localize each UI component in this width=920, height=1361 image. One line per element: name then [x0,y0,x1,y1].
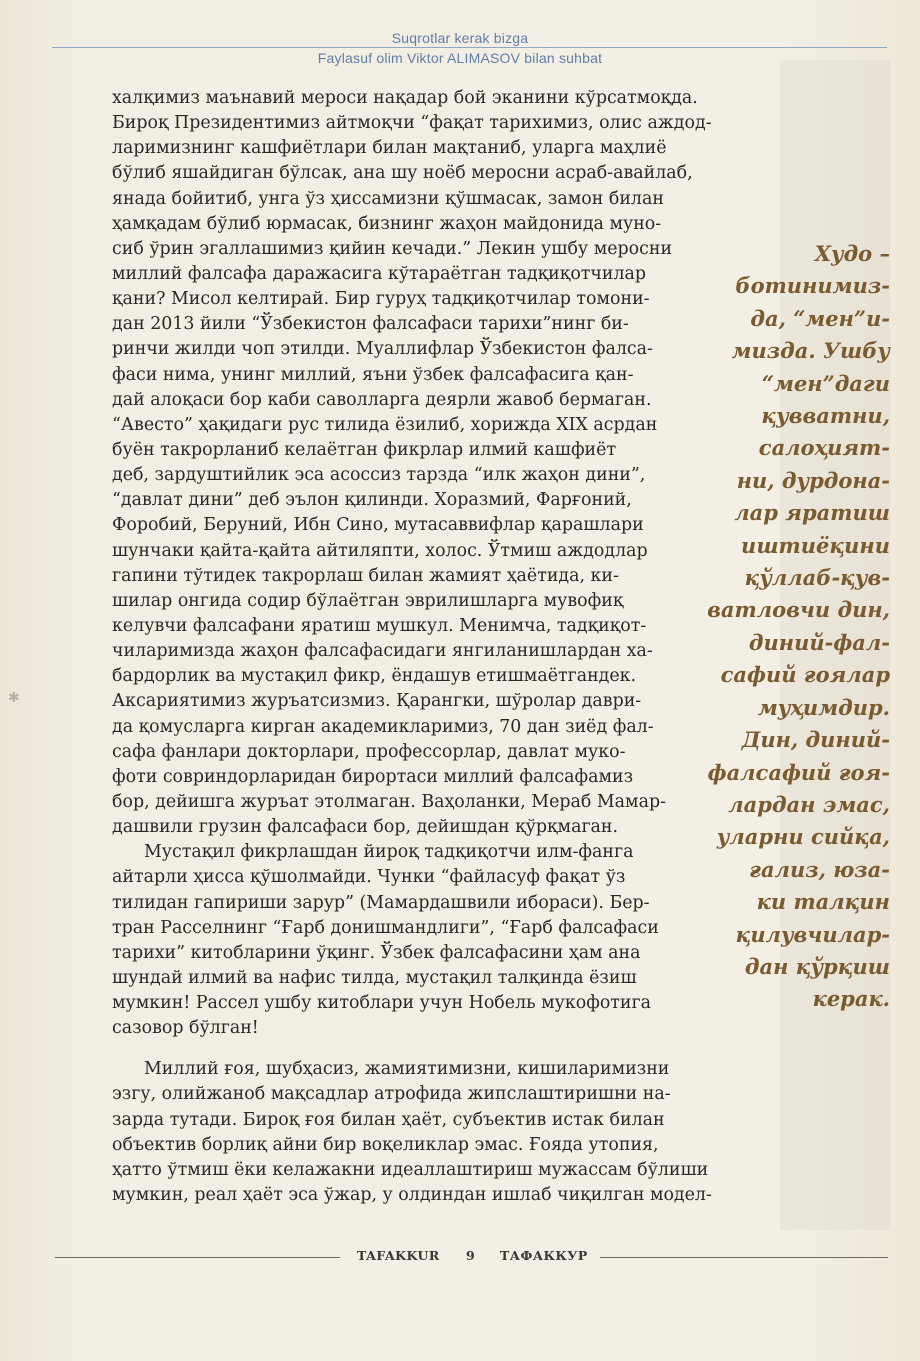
text-line: бардорлик ва мустақил фикр, ёндашув етишмаётгандек. [112,666,637,687]
pull-quote [700,238,890,1016]
pull-quote-line: “мен”даги [761,370,890,396]
text-line: фаси нима, унинг миллий, яъни ўзбек фалсафасига қан- [112,364,634,385]
pull-quote-line: ғализ, юза- [749,856,890,882]
text-line: дай алоқаси бор каби саволларга деярли жавоб бермаган. [112,389,652,410]
text-line: ринчи жилди чоп этилди. Муаллифлар Ўзбекистон фалса- [112,339,653,360]
text-line: чиларимизда жаҳон фалсафасидаги янгиланишлардан ха- [112,641,653,662]
text-line: ларимизнинг кашфиётлари билан мақтаниб, уларга маҳлиё [112,138,667,159]
pull-quote-line: керак. [812,986,890,1012]
text-line: шунчаки қайта-қайта айтиляпти, холос. Ўтмиш аждодлар [112,540,648,561]
text-line: “давлат дини” деб эълон қилинди. Хоразмий, Фарғоний, [112,490,632,511]
pull-quote-line: ватловчи дин, [707,597,890,623]
footer-title-latin: TAFAKKUR [357,1248,440,1263]
pull-quote-line: ки талқин [756,889,890,915]
pull-quote-line: сафий ғоялар [720,662,890,688]
text-line: халқимиз маънавий мероси нақадар бой эканини кўрсатмоқда. [112,88,698,108]
text-line: дашвили грузин фалсафаси бор, дейишдан қўрқмаган. [112,817,619,838]
running-head-title: Suqrotlar kerak bizga [391,30,529,46]
page-footer [0,1248,920,1268]
text-line: янада бойитиб, унга ўз ҳиссамизни қўшмасак, замон билан [112,188,664,209]
pull-quote-line: қўллаб-қув- [744,565,890,591]
text-line: Бироқ Президентимиз айтмоқчи “фақат тарихимиз, олис аждод- [112,113,712,134]
text-line: Мустақил фикрлашдан йироқ тадқиқотчи илм-фанга [144,842,634,863]
pull-quote-line: қилувчилар- [735,921,890,947]
pull-quote-line: ни, дурдона- [736,467,890,493]
article-body [112,86,768,1208]
pull-quote-line: Худо – [814,241,890,266]
pull-quote-line: Дин, диний- [741,727,890,753]
footer-title-cyrillic: ТАФАККУР [500,1248,588,1263]
text-line: келувчи фалсафани яратиш мушкул. Менимча, тадқиқот- [112,615,647,636]
text-line: деб, зардуштийлик эса асоссиз тарзда “илк жаҳон дини”, [112,465,646,486]
text-line: гапини тўтидек такрорлаш билан жамият ҳаётида, ки- [112,565,619,586]
footer-rule-left [55,1257,340,1258]
pull-quote-line: салоҳият- [758,435,890,461]
text-line: дан 2013 йили “Ўзбекистон фалсафаси тарихи”нинг би- [112,314,629,335]
text-line: тран Расселнинг “Ғарб донишмандлиги”, “Ғарб фалсафаси [112,917,659,938]
pull-quote-line: дан қўрқиш [744,953,890,979]
text-line: айтарли ҳисса қўшолмайди. Чунки “файласуф фақат ўз [112,867,626,888]
text-line: мумкин! Рассел ушбу китоблари учун Нобель мукофотига [112,993,651,1014]
text-line: сиб ўрин эгаллашимиз қийин кечади.” Лекин ушбу меросни [112,238,673,259]
text-line: Миллий ғоя, шубҳасиз, жамиятимизни, кишиларимизни [144,1059,670,1080]
text-line: бор, дейишга журъат этолмаган. Ваҳоланки, Мераб Мамар- [112,791,666,812]
text-line: миллий фалсафа даражасига кўтараётган тадқиқотчилар [112,263,647,284]
text-line: сазовор бўлган! [112,1018,259,1039]
text-line: объектив борлиқ айни бир воқеликлар эмас. Ғояда утопия, [112,1134,659,1155]
paragraph-3 [112,1057,768,1208]
text-line: бўлиб яшайдиган бўлсак, ана шу ноёб меросни асраб-авайлаб, [112,163,693,184]
text-line: буён такрорланиб келаётган фикрлар илмий кашфиёт [112,439,617,460]
text-line: тарихи” китобларини ўқинг. Ўзбек фалсафасини ҳам ана [112,942,641,963]
running-head-subtitle: Faylasuf olim Viktor ALIMASOV bilan suhbat [317,50,603,66]
pull-quote-line: мизда. Ушбу [731,338,890,364]
pull-quote-line: лар яратиш [734,500,890,526]
header-rule [52,47,887,48]
pull-quote-line: да, “мен”и- [750,305,890,331]
text-line: фоти совриндорларидан бирортаси миллий фалсафамиз [112,766,634,787]
pull-quote-line: лардан эмас, [728,791,890,817]
paragraph-2 [112,840,768,1041]
pull-quote-line: муҳимдир. [757,694,890,720]
text-line: тилидан гапириши зарур” (Мамардашвили ибораси). Бер- [112,892,650,913]
paragraph-1 [112,86,768,840]
text-line: эзгу, олийжаноб мақсадлар атрофида жипслаштиришни на- [112,1084,671,1105]
text-line: Аксариятимиз журъатсизмиз. Қарангки, шўролар даври- [112,691,642,712]
page-number: 9 [466,1248,476,1263]
pull-quote-line: қувватни, [761,403,890,429]
pull-quote-line: фалсафий ғоя- [707,759,890,785]
text-line: мумкин, реал ҳаёт эса ўжар, у олдиндан ишлаб чиқилган модел- [112,1185,712,1206]
text-line: ҳамқадам бўлиб юрмасак, бизнинг жаҳон майдонида муно- [112,213,662,234]
text-line: “Авесто” ҳақидаги рус тилида ёзилиб, хорижда XIX асрдан [112,414,658,435]
text-line: зарда тутади. Бироқ ғоя билан ҳаёт, субъектив истак билан [112,1109,665,1130]
text-line: да қомусларга кирган академикларимиз, 70 дан зиёд фал- [112,716,654,737]
text-line: ҳатто ўтмиш ёки келажакни идеаллаштириш мужассам бўлиши [112,1159,709,1180]
pull-quote-line: иштиёқини [741,532,890,558]
text-line: сафа фанлари докторлари, профессорлар, давлат муко- [112,741,626,762]
pull-quote-line: ботинимиз- [735,273,890,299]
text-line: қани? Мисол келтирай. Бир гуруҳ тадқиқотчилар томони- [112,289,650,310]
margin-ornament-icon: ✱ [8,690,20,706]
text-line: Форобий, Беруний, Ибн Сино, мутасаввифлар қарашлари [112,515,644,536]
pull-quote-line: уларни сийқа, [716,824,890,850]
text-line: шундай илмий ва нафис тилда, мустақил талқинда ёзиш [112,967,637,988]
pull-quote-line: диний-фал- [748,629,890,655]
text-line: шилар онгида содир бўлаётган эврилишларга мувофиқ [112,590,624,611]
footer-rule-right [600,1257,888,1258]
